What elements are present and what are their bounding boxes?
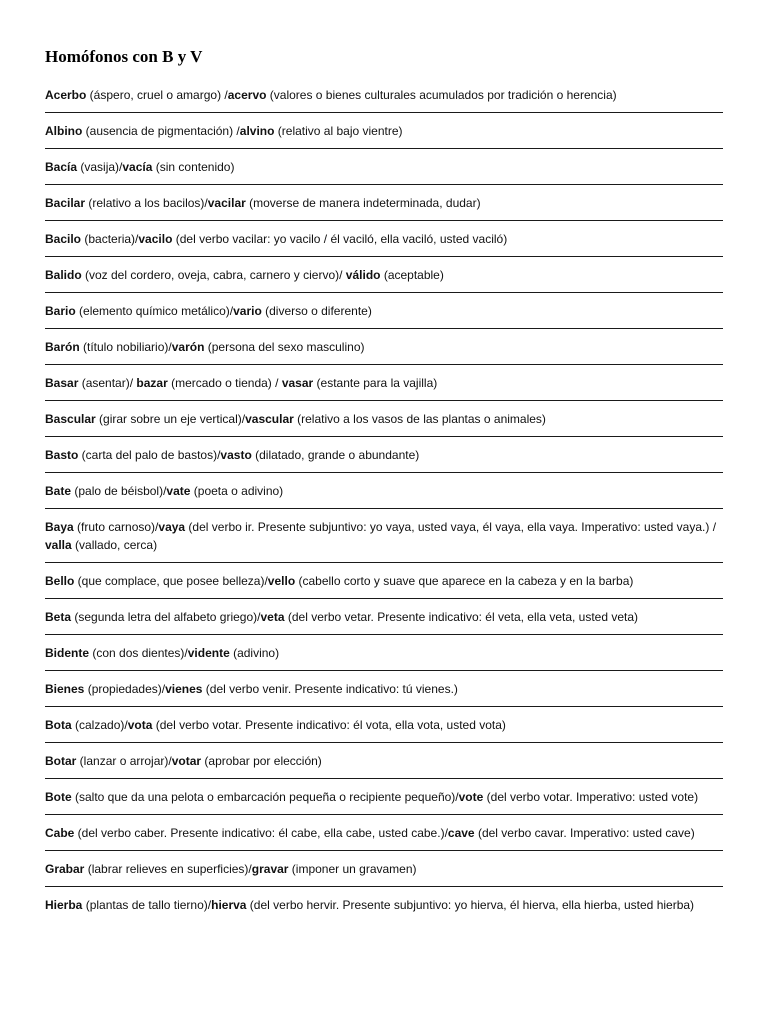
entry-definition: (poeta o adivino) bbox=[190, 484, 284, 498]
entry-word: Bascular bbox=[45, 412, 96, 426]
entry-definition: (del verbo cavar. Imperativo: usted cave) bbox=[474, 826, 695, 840]
homophone-entry bbox=[45, 338, 723, 365]
entry-word: Botar bbox=[45, 754, 77, 768]
homophone-entry bbox=[45, 860, 723, 887]
entry-word: Balido bbox=[45, 268, 82, 282]
entry-definition: (asentar)/ bbox=[78, 376, 137, 390]
entry-word: acervo bbox=[227, 88, 267, 102]
entry-definition: (del verbo vetar. Presente indicativo: él veta, ella veta, usted veta) bbox=[284, 610, 639, 624]
entry-definition: (del verbo votar. Presente indicativo: él vota, ella vota, usted vota) bbox=[152, 718, 506, 732]
entry-word: Bario bbox=[45, 304, 76, 318]
entry-definition: (palo de béisbol)/ bbox=[71, 484, 167, 498]
entry-definition: (del verbo caber. Presente indicativo: él cabe, ella cabe, usted cabe.)/ bbox=[74, 826, 448, 840]
entry-definition: (lanzar o arrojar)/ bbox=[76, 754, 172, 768]
entry-word: Bacilar bbox=[45, 196, 86, 210]
entry-definition: (relativo a los vasos de las plantas o animales) bbox=[293, 412, 546, 426]
entry-definition: (adivino) bbox=[229, 646, 280, 660]
document-page bbox=[45, 46, 723, 931]
homophone-entry bbox=[45, 230, 723, 257]
entry-word: Beta bbox=[45, 610, 72, 624]
entry-word: Basto bbox=[45, 448, 79, 462]
homophone-entry bbox=[45, 266, 723, 293]
homophone-entry bbox=[45, 374, 723, 401]
entry-word: varón bbox=[171, 340, 205, 354]
homophone-entry bbox=[45, 680, 723, 707]
entry-definition: (calzado)/ bbox=[71, 718, 128, 732]
entry-definition: (bacteria)/ bbox=[81, 232, 139, 246]
entry-definition: (estante para la vajilla) bbox=[313, 376, 438, 390]
entry-definition: (áspero, cruel o amargo) / bbox=[86, 88, 228, 102]
entry-definition: (relativo a los bacilos)/ bbox=[85, 196, 208, 210]
entry-word: vaya bbox=[158, 520, 186, 534]
entry-word: Acerbo bbox=[45, 88, 87, 102]
homophone-entry bbox=[45, 788, 723, 815]
entry-word: vario bbox=[233, 304, 262, 318]
entry-word: bazar bbox=[136, 376, 168, 390]
homophone-entry bbox=[45, 482, 723, 509]
entry-word: vienes bbox=[165, 682, 203, 696]
entry-definition: (propiedades)/ bbox=[84, 682, 166, 696]
entry-definition: (cabello corto y suave que aparece en la cabeza y en la barba) bbox=[295, 574, 634, 588]
entry-word: Barón bbox=[45, 340, 80, 354]
entry-word: hierva bbox=[211, 898, 247, 912]
entry-word: valla bbox=[45, 538, 72, 552]
entry-definition: (relativo al bajo vientre) bbox=[274, 124, 403, 138]
entry-definition: (que complace, que posee belleza)/ bbox=[74, 574, 268, 588]
entry-word: Basar bbox=[45, 376, 79, 390]
entry-definition: (carta del palo de bastos)/ bbox=[78, 448, 221, 462]
homophone-entry bbox=[45, 716, 723, 743]
entry-definition: (labrar relieves en superficies)/ bbox=[84, 862, 252, 876]
entry-definition: (moverse de manera indeterminada, dudar) bbox=[245, 196, 481, 210]
homophone-entry bbox=[45, 518, 723, 563]
entry-word: alvino bbox=[239, 124, 275, 138]
homophone-entry bbox=[45, 824, 723, 851]
entry-word: gravar bbox=[251, 862, 289, 876]
homophone-entry bbox=[45, 446, 723, 473]
entry-definition: (valores o bienes culturales acumulados por tradición o herencia) bbox=[266, 88, 617, 102]
entry-word: vasto bbox=[220, 448, 252, 462]
entry-definition: (sin contenido) bbox=[152, 160, 235, 174]
entry-definition: (mercado o tienda) / bbox=[167, 376, 282, 390]
homophone-entry bbox=[45, 572, 723, 599]
entry-word: Bota bbox=[45, 718, 72, 732]
entry-word: Grabar bbox=[45, 862, 85, 876]
entry-definition: (aprobar por elección) bbox=[201, 754, 322, 768]
homophone-entry bbox=[45, 752, 723, 779]
entry-word: Bacilo bbox=[45, 232, 82, 246]
entry-word: cave bbox=[447, 826, 475, 840]
entry-word: Cabe bbox=[45, 826, 75, 840]
entry-word: veta bbox=[260, 610, 285, 624]
entry-definition: (del verbo ir. Presente subjuntivo: yo vaya, usted vaya, él vaya, ella vaya. Imperativo: usted vaya.) / bbox=[185, 520, 717, 534]
entry-word: vote bbox=[458, 790, 484, 804]
entry-word: Bienes bbox=[45, 682, 85, 696]
entry-word: vacía bbox=[122, 160, 153, 174]
entry-definition: (fruto carnoso)/ bbox=[73, 520, 159, 534]
entry-definition: (del verbo votar. Imperativo: usted vote) bbox=[483, 790, 699, 804]
document-title: Homófonos con B y V bbox=[45, 47, 203, 66]
homophone-entry bbox=[45, 194, 723, 221]
homophone-entry bbox=[45, 86, 723, 113]
entry-word: vasar bbox=[281, 376, 314, 390]
entry-definition: (diverso o diferente) bbox=[261, 304, 372, 318]
entry-definition: (imponer un gravamen) bbox=[288, 862, 417, 876]
entry-word: Bacía bbox=[45, 160, 78, 174]
homophone-entry bbox=[45, 158, 723, 185]
entry-word: Albino bbox=[45, 124, 83, 138]
entry-word: Bate bbox=[45, 484, 72, 498]
entry-word: Baya bbox=[45, 520, 74, 534]
entry-definition: (segunda letra del alfabeto griego)/ bbox=[71, 610, 261, 624]
entry-word: vacilar bbox=[207, 196, 246, 210]
entry-definition: (girar sobre un eje vertical)/ bbox=[95, 412, 246, 426]
entry-definition: (elemento químico metálico)/ bbox=[75, 304, 234, 318]
entry-word: Bidente bbox=[45, 646, 90, 660]
entry-definition: (del verbo vacilar: yo vacilo / él vaciló, ella vaciló, usted vaciló) bbox=[172, 232, 508, 246]
entry-definition: (título nobiliario)/ bbox=[79, 340, 172, 354]
homophone-entry bbox=[45, 122, 723, 149]
homophone-entry bbox=[45, 896, 723, 922]
entry-word: vascular bbox=[245, 412, 294, 426]
homophone-entry bbox=[45, 608, 723, 635]
entry-word: Bote bbox=[45, 790, 72, 804]
entry-definition: (vallado, cerca) bbox=[71, 538, 158, 552]
entry-word: vate bbox=[166, 484, 191, 498]
homophone-entry bbox=[45, 302, 723, 329]
entry-definition: (persona del sexo masculino) bbox=[204, 340, 365, 354]
entry-word: Hierba bbox=[45, 898, 83, 912]
entry-definition: (aceptable) bbox=[380, 268, 444, 282]
entry-word: válido bbox=[345, 268, 381, 282]
entry-word: votar bbox=[171, 754, 202, 768]
homophone-entry bbox=[45, 410, 723, 437]
entry-word: vidente bbox=[187, 646, 230, 660]
entry-definition: (plantas de tallo tierno)/ bbox=[82, 898, 212, 912]
entry-definition: (del verbo hervir. Presente subjuntivo: yo hierva, él hierva, ella hierba, usted hierba) bbox=[246, 898, 695, 912]
entry-definition: (voz del cordero, oveja, cabra, carnero y ciervo)/ bbox=[81, 268, 346, 282]
entry-word: vello bbox=[267, 574, 296, 588]
entry-word: vota bbox=[127, 718, 153, 732]
homophone-entry bbox=[45, 644, 723, 671]
entry-definition: (del verbo venir. Presente indicativo: tú vienes.) bbox=[202, 682, 458, 696]
entry-definition: (salto que da una pelota o embarcación pequeña o recipiente pequeño)/ bbox=[71, 790, 459, 804]
entry-definition: (con dos dientes)/ bbox=[89, 646, 188, 660]
entry-word: Bello bbox=[45, 574, 75, 588]
entry-word: vacilo bbox=[138, 232, 173, 246]
entry-definition: (vasija)/ bbox=[77, 160, 123, 174]
entry-definition: (ausencia de pigmentación) / bbox=[82, 124, 240, 138]
homophone-list bbox=[45, 86, 723, 922]
entry-definition: (dilatado, grande o abundante) bbox=[251, 448, 420, 462]
